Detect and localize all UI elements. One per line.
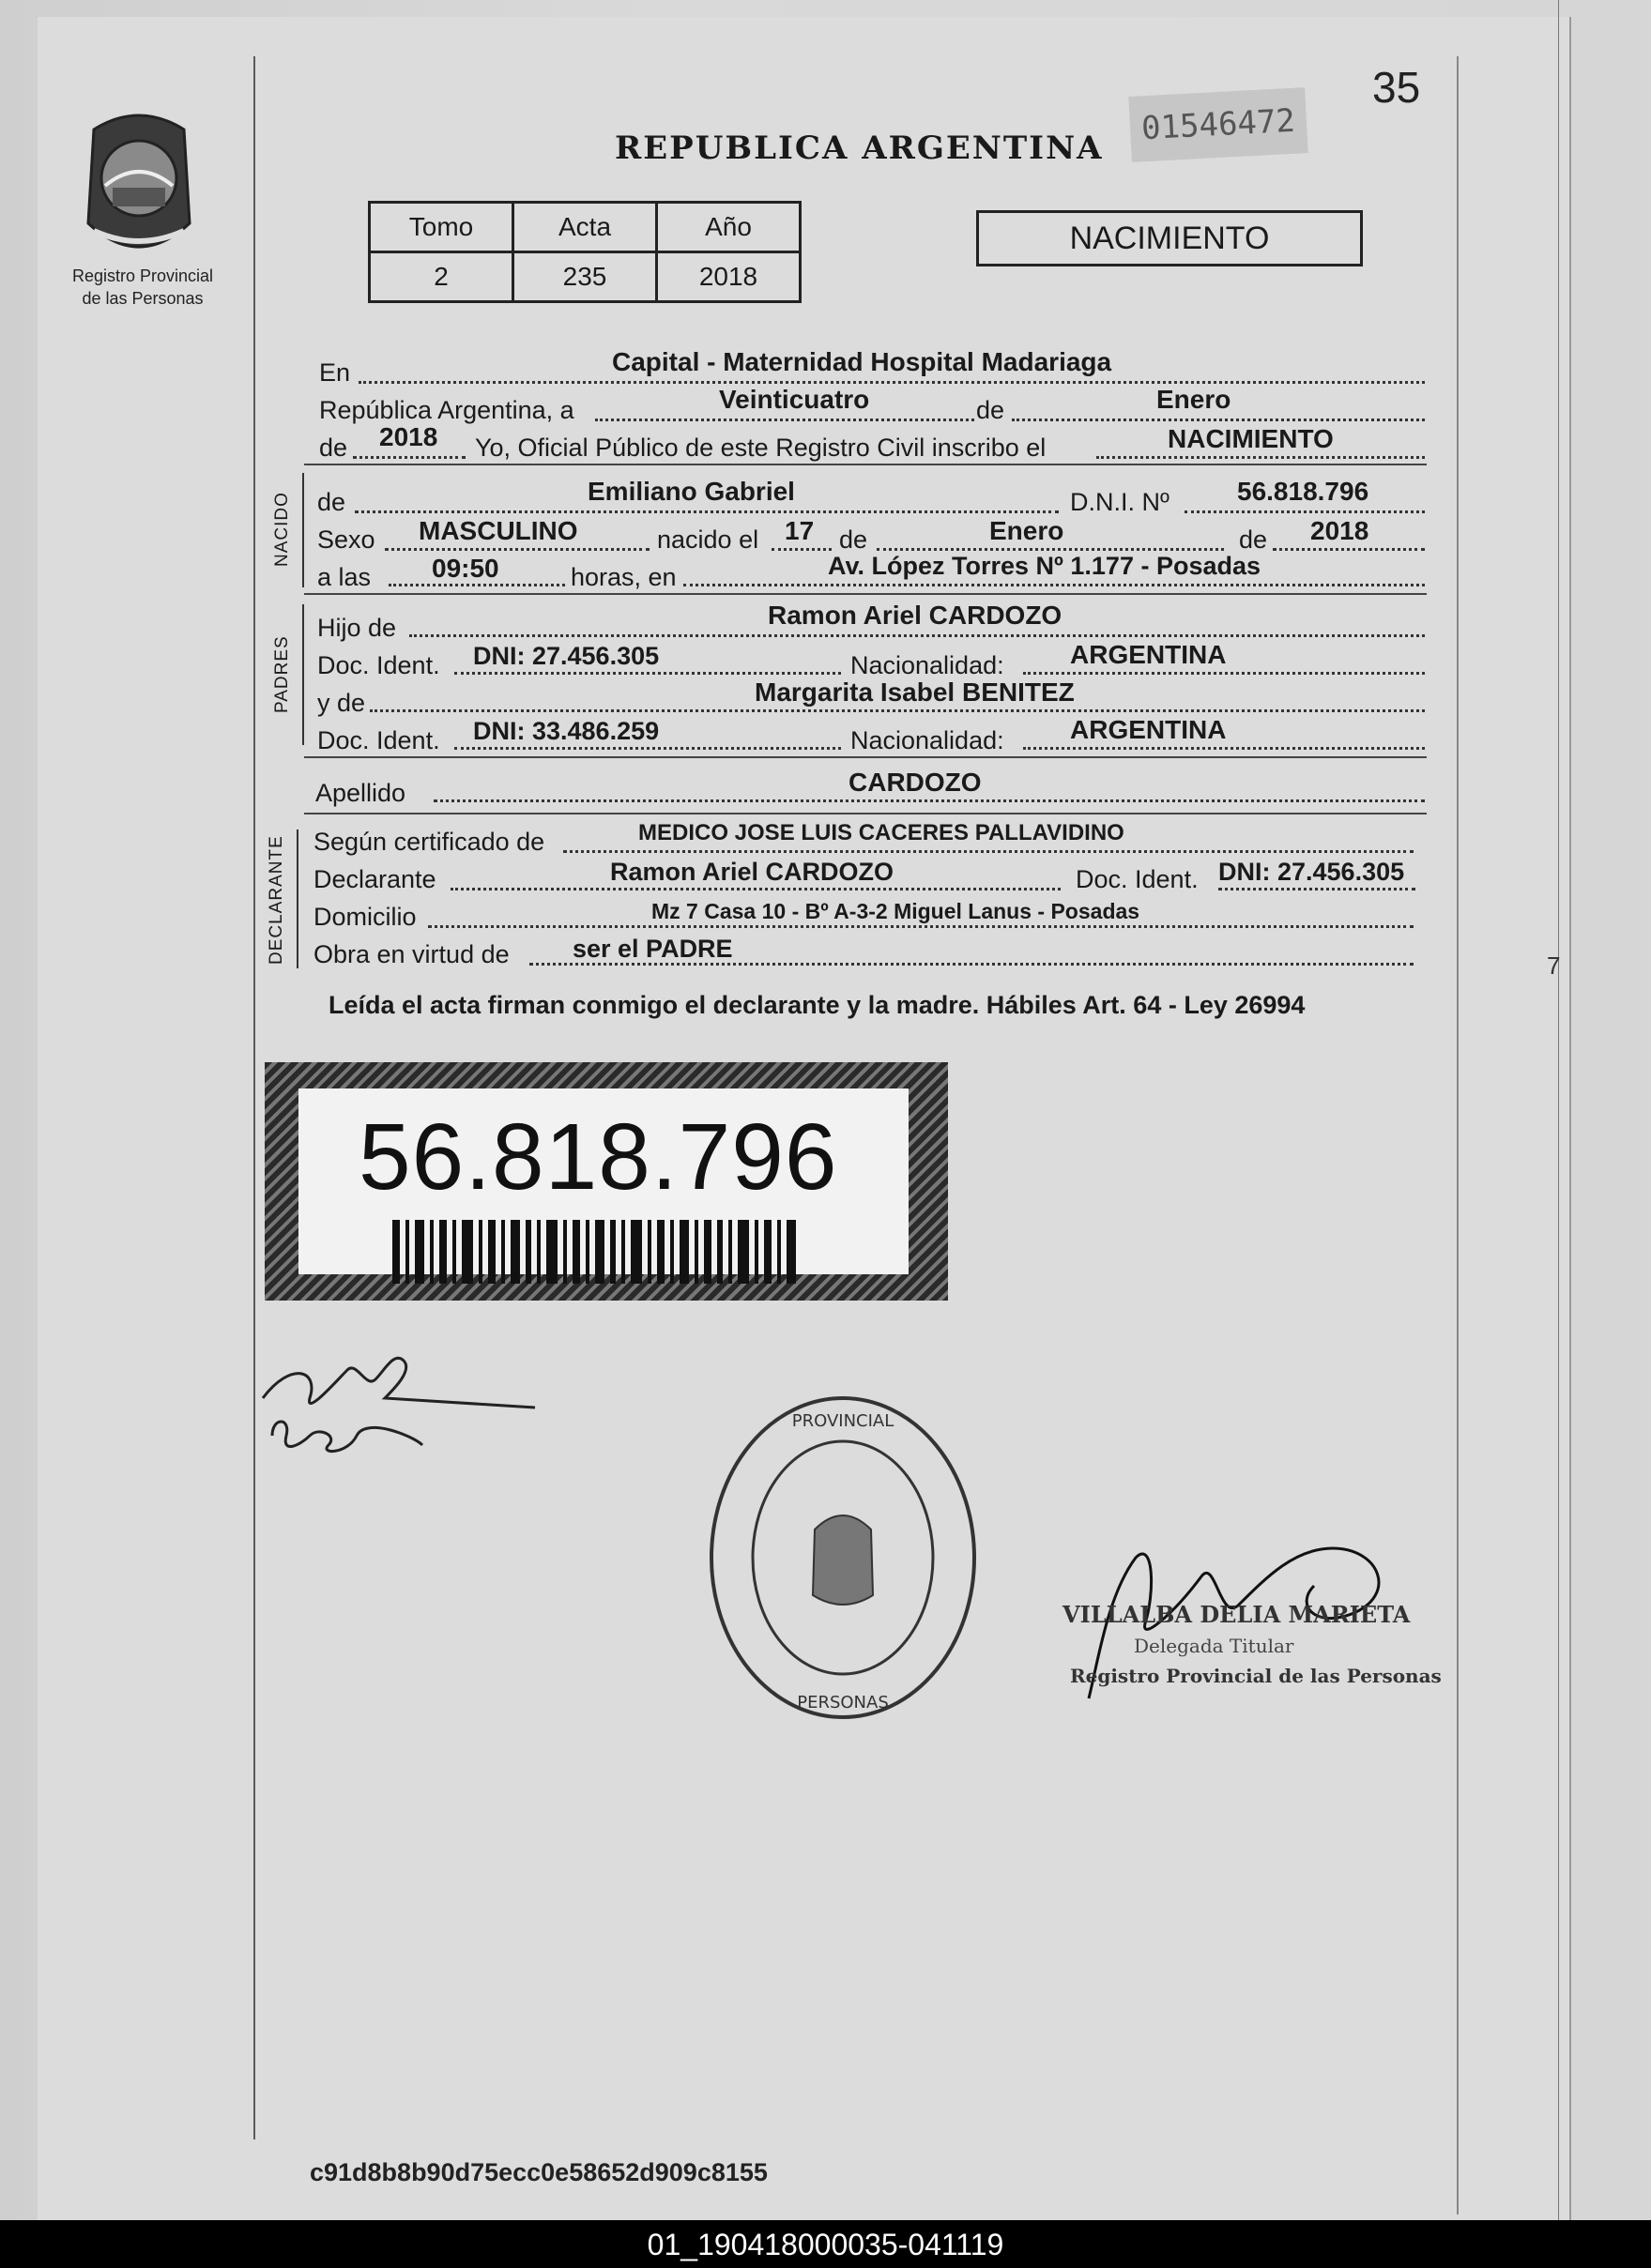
document-title: REPUBLICA ARGENTINA [615, 129, 1104, 167]
mother-nationality: ARGENTINA [1070, 715, 1227, 744]
footer-file-id: 01_190418000035-041119 [647, 2228, 1004, 2261]
dotted-line [454, 747, 841, 750]
dotted-line [1023, 672, 1425, 675]
section-divider [304, 813, 1427, 814]
page-edge-line [1558, 0, 1559, 2268]
y-de-label: y de [317, 689, 366, 717]
dotted-line [385, 548, 650, 551]
official-title: Delegada Titular [1134, 1635, 1294, 1657]
child-name: Emiliano Gabriel [588, 477, 795, 506]
document-hash: c91d8b8b90d75ecc0e58652d909c8155 [310, 2158, 768, 2186]
section-bar [302, 473, 304, 587]
official-organization: Registro Provincial de las Personas [1070, 1665, 1442, 1687]
tomo-acta-anio-table [368, 201, 802, 303]
nacionalidad-label: Nacionalidad: [850, 726, 1004, 754]
table-header-row [370, 203, 801, 252]
section-divider [304, 464, 1427, 465]
birth-day: 17 [785, 516, 815, 545]
domicilio-label: Domicilio [313, 903, 417, 931]
a-las-label: a las [317, 563, 372, 591]
dni-barcode [392, 1220, 800, 1284]
dotted-line [1096, 456, 1425, 459]
dotted-line [359, 381, 1425, 384]
child-sex: MASCULINO [419, 516, 578, 545]
declarante-name: Ramon Ariel CARDOZO [610, 858, 894, 886]
logo-caption [49, 265, 237, 310]
header-anio: Año [657, 203, 801, 252]
father-doc: DNI: 27.456.305 [473, 642, 660, 670]
dotted-line [1012, 419, 1425, 421]
registration-month: Enero [1156, 385, 1231, 414]
doc-ident-label: Doc. Ident. [1076, 865, 1199, 893]
en-label: En [319, 358, 351, 387]
margin-mark: 7 [1547, 951, 1561, 980]
declarante-signature [253, 1332, 554, 1473]
value-acta: 235 [513, 252, 657, 302]
dotted-line [434, 799, 1425, 802]
svg-text:PERSONAS: PERSONAS [797, 1693, 889, 1712]
svg-text:PROVINCIAL: PROVINCIAL [791, 1411, 894, 1431]
horas-label: horas, en [571, 563, 677, 591]
dotted-line [683, 584, 1425, 586]
nacido-side-label: NACIDO [272, 492, 292, 567]
dotted-line [370, 709, 1425, 712]
misiones-coat-of-arms-logo [75, 111, 203, 261]
declarante-doc: DNI: 27.456.305 [1218, 858, 1405, 886]
official-seal-stamp [702, 1389, 984, 1727]
section-bar [297, 830, 298, 968]
nacionalidad-label: Nacionalidad: [850, 651, 1004, 679]
dni-label: D.N.I. Nº [1070, 488, 1169, 516]
certificado-doctor: MEDICO JOSE LUIS CACERES PALLAVIDINO [638, 820, 1124, 845]
registration-year: 2018 [379, 422, 438, 451]
de-label: de [1239, 525, 1268, 554]
oficial-text: Yo, Oficial Público de este Registro Civil inscribo el [475, 434, 1047, 462]
doc-ident-label: Doc. Ident. [317, 726, 440, 754]
nacido-label: nacido el [657, 525, 759, 554]
mother-name: Margarita Isabel BENITEZ [755, 677, 1075, 707]
sexo-label: Sexo [317, 525, 375, 554]
dotted-line [428, 925, 1414, 928]
apellido-label: Apellido [315, 779, 406, 807]
section-divider [304, 756, 1427, 758]
header-acta: Acta [513, 203, 657, 252]
birth-place: Av. López Torres Nº 1.177 - Posadas [828, 552, 1261, 580]
dotted-line [454, 672, 841, 675]
father-name: Ramon Ariel CARDOZO [768, 601, 1062, 630]
logo-caption-line-1: Registro Provincial [71, 266, 214, 285]
dotted-line [595, 419, 974, 421]
hijo-de-label: Hijo de [317, 614, 397, 642]
republica-label: República Argentina, a [319, 396, 574, 424]
domicilio-value: Mz 7 Casa 10 - Bº A-3-2 Miguel Lanus - Posadas [651, 899, 1140, 923]
official-name: VILLALBA DELIA MARIETA [1062, 1601, 1411, 1628]
declarante-side-label: DECLARANTE [267, 835, 286, 965]
dotted-line [772, 548, 832, 551]
section-bar [302, 604, 304, 745]
obra-value: ser el PADRE [573, 935, 733, 963]
certificado-label: Según certificado de [313, 828, 545, 856]
right-margin-line [1457, 56, 1459, 2215]
page-number: 35 [1372, 63, 1421, 112]
value-anio: 2018 [657, 252, 801, 302]
dotted-line [389, 584, 565, 586]
registration-day: Veinticuatro [719, 385, 870, 414]
surname: CARDOZO [848, 768, 982, 797]
dotted-line [1185, 510, 1425, 513]
act-type: NACIMIENTO [1168, 424, 1334, 453]
de-label: de [317, 488, 346, 516]
birth-month: Enero [989, 516, 1064, 545]
dotted-line [1023, 747, 1425, 750]
padres-side-label: PADRES [272, 635, 292, 713]
birth-year: 2018 [1310, 516, 1369, 545]
child-dni: 56.818.796 [1237, 477, 1369, 506]
dotted-line [1273, 548, 1425, 551]
dotted-line [409, 634, 1425, 637]
de-label: de [839, 525, 868, 554]
table-value-row [370, 252, 801, 302]
dotted-line [563, 850, 1414, 853]
serial-stamp: 01546472 [1128, 87, 1307, 162]
legal-text: Leída el acta firman conmigo el declarante y la madre. Hábiles Art. 64 - Ley 26994 [329, 991, 1306, 1019]
de-label: de [319, 434, 348, 462]
declarante-label: Declarante [313, 865, 436, 893]
dotted-line [353, 456, 466, 459]
birth-time: 09:50 [432, 554, 499, 583]
dotted-line [1218, 888, 1415, 890]
section-divider [304, 593, 1427, 595]
header-tomo: Tomo [370, 203, 513, 252]
document-type-box: NACIMIENTO [976, 210, 1363, 266]
logo-caption-line-2: de las Personas [82, 289, 204, 308]
obra-label: Obra en virtud de [313, 940, 510, 968]
dni-label-number: 56.818.796 [359, 1104, 838, 1210]
left-margin-line [253, 56, 255, 2139]
registration-place: Capital - Maternidad Hospital Madariaga [612, 347, 1112, 376]
dotted-line [877, 548, 1224, 551]
mother-doc: DNI: 33.486.259 [473, 717, 660, 745]
value-tomo: 2 [370, 252, 513, 302]
father-nationality: ARGENTINA [1070, 640, 1227, 669]
doc-ident-label: Doc. Ident. [317, 651, 440, 679]
de-label: de [976, 396, 1005, 424]
dotted-line [355, 510, 1059, 513]
dotted-line [451, 888, 1061, 890]
